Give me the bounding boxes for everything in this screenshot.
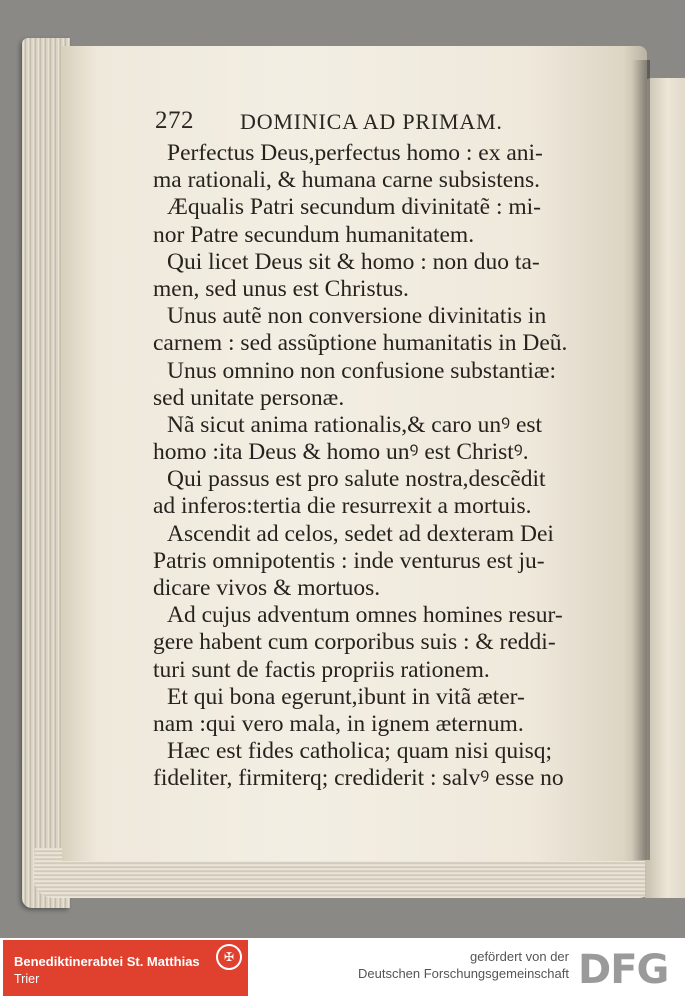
page-header — [155, 107, 615, 143]
text-line: Unus autẽ non conversione divinitatis in — [167, 303, 547, 330]
text-line: ad inferos:tertia die resurrexit a mortuis. — [153, 493, 532, 520]
text-line: Qui licet Deus sit & homo : non duo ta- — [167, 248, 540, 275]
institution-city: Trier — [14, 972, 40, 986]
text-line: fideliter, firmiterq; crediderit : salvꝰ esse no — [153, 765, 564, 792]
institution-badge[interactable] — [3, 940, 248, 996]
running-head: DOMINICA AD PRIMAM. — [240, 109, 503, 134]
text-line: turi sunt de factis propriis rationem. — [153, 656, 490, 683]
text-line: Nã sicut anima rationalis,& caro unꝰ est — [167, 411, 543, 438]
text-line: nam :qui vero mala, in ignem æternum. — [153, 710, 524, 737]
text-line: ma rationali, & humana carne subsistens. — [153, 167, 540, 194]
institution-emblem-icon: ✠ — [216, 944, 242, 970]
text-line: Et qui bona egerunt,ibunt in vitã æter- — [167, 683, 525, 710]
text-line: sed unitate personæ. — [153, 384, 345, 411]
gutter-shadow — [632, 60, 650, 860]
funding-note — [358, 948, 569, 982]
facing-page-edge — [645, 78, 685, 898]
text-line: dicare vivos & mortuos. — [153, 575, 381, 601]
funding-line-2: Deutschen Forschungsgemeinschaft — [357, 966, 569, 981]
institution-name: Benediktinerabtei St. Matthias — [14, 954, 200, 969]
text-line: men, sed unus est Christus. — [153, 275, 409, 302]
text-line: Qui passus est pro salute nostra,descẽdit — [167, 466, 546, 493]
page-number: 272 — [155, 107, 194, 134]
text-line: Ascendit ad celos, sedet ad dexteram Dei — [167, 520, 554, 547]
text-line: carnem : sed assũptione humanitatis in Deũ. — [153, 330, 568, 357]
text-line: nor Patre secundum humanitatem. — [153, 221, 475, 248]
text-line: Patris omnipotentis : inde venturus est ju- — [153, 547, 545, 574]
text-line: Unus omnino non confusione substantiæ: — [167, 357, 557, 384]
text-line: Perfectus Deus,perfectus homo : ex ani- — [167, 140, 543, 166]
text-line: Ad cujus adventum omnes homines resur- — [167, 602, 563, 629]
funding-line-1: gefördert von der — [469, 949, 569, 964]
text-line: gere habent cum corporibus suis : & reddi- — [153, 629, 556, 656]
text-line: homo :ita Deus & homo unꝰ est Christꝰ. — [153, 439, 529, 466]
dfg-logo[interactable]: DFG — [578, 947, 669, 993]
text-line: Æqualis Patri secundum divinitatẽ : mi- — [167, 194, 541, 221]
text-line: Hæc est fides catholica; quam nisi quisq; — [167, 738, 553, 765]
page-text — [153, 140, 623, 793]
